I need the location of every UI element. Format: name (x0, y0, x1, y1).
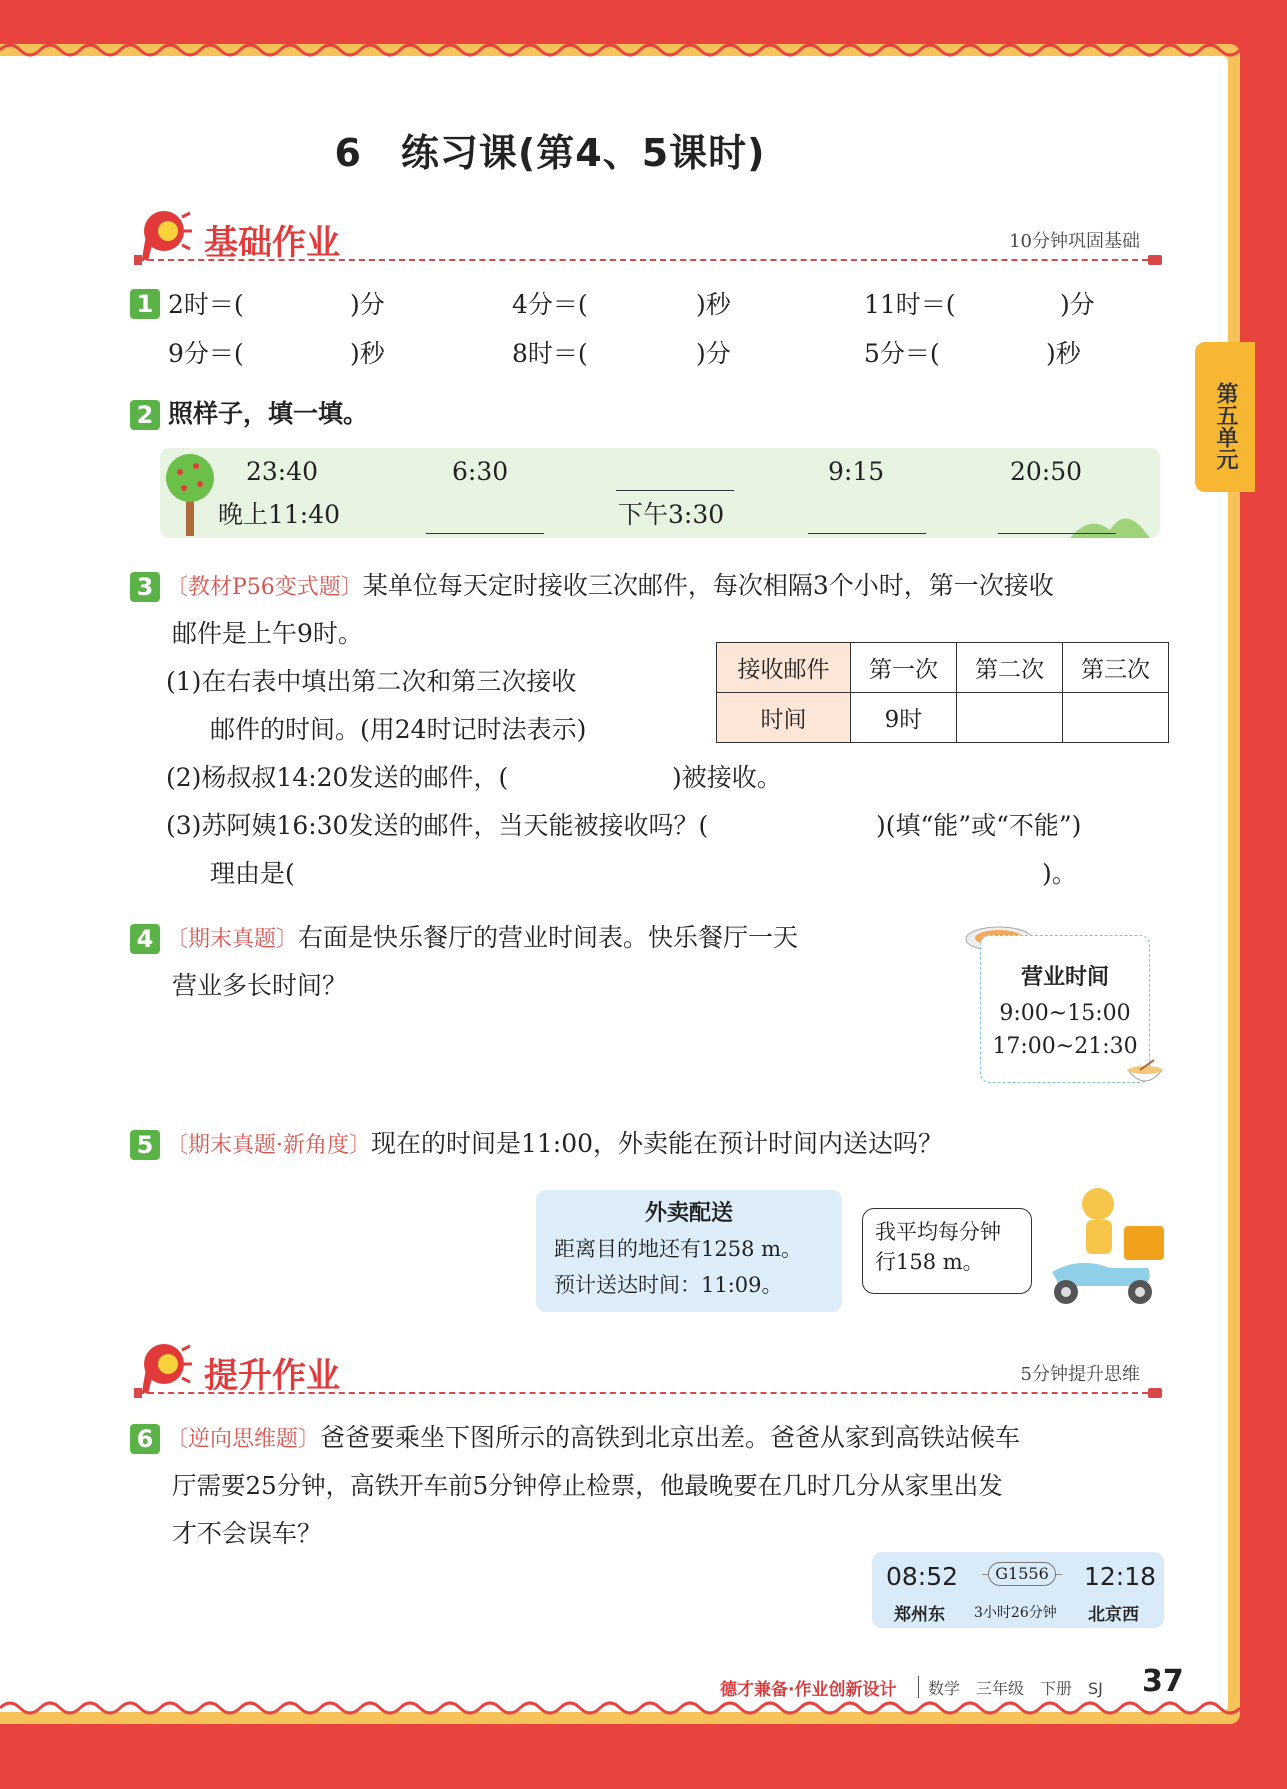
q3-mail-table (716, 642, 1169, 743)
section-advanced-header (128, 1338, 1168, 1408)
q3-sub1-line1: (1)在右表中填出第二次和第三次接收 (166, 667, 577, 696)
q5-stem: 〔期末真题·新角度〕现在的时间是11:00，外卖能在预计时间内送达吗？ (166, 1129, 944, 1158)
q3-tag: 〔教材P56变式题〕 (166, 575, 363, 600)
q3-stem-line1: 〔教材P56变式题〕某单位每天定时接收三次邮件，每次相隔3个小时，第一次接收 (166, 571, 1054, 600)
train-duration: 3小时26分钟 (974, 1605, 1057, 1621)
delivery-card-title: 外卖配送 (644, 1201, 733, 1226)
train-number: G1556 (988, 1562, 1056, 1586)
q2-bottom-1: 晚上11:40 (218, 500, 341, 529)
q3-table-cell-third[interactable] (1063, 693, 1169, 743)
q3-reason-suffix: )。 (1042, 859, 1077, 888)
section-basic-note: 10分钟巩固基础 (1009, 231, 1140, 252)
q1-item-2-unit: )秒 (696, 290, 731, 319)
footer-series-name: 德才兼备·作业创新设计 (720, 1680, 897, 1700)
q4-badge: 4 (130, 924, 160, 954)
train-ticket-card (872, 1552, 1164, 1628)
page-title: 6 练习课(第4、5课时) (334, 131, 766, 175)
q6-badge: 6 (130, 1424, 160, 1454)
q2-top-5: 20:50 (1010, 457, 1083, 486)
footer-divider (918, 1676, 919, 1698)
q1-item-6-unit: )秒 (1046, 339, 1081, 368)
rider-speech-bubble (862, 1208, 1032, 1294)
delivery-rider-scooter-icon (1040, 1186, 1170, 1310)
q3-stem-line2: 邮件是上午9时。 (172, 619, 363, 648)
q6-stem-line2: 厅需要25分钟，高铁开车前5分钟停止检票，他最晚要在几时几分从家里出发 (172, 1471, 1003, 1500)
q1-item-4: 9分＝( (168, 339, 244, 368)
q3-sub1-line2: 邮件的时间。(用24时记时法表示) (210, 715, 587, 744)
q2-top-3-blank[interactable] (616, 490, 734, 491)
q2-badge: 2 (130, 400, 160, 430)
bubble-line1: 我平均每分钟 (875, 1220, 1001, 1244)
q2-bottom-4-blank[interactable] (808, 533, 926, 534)
train-depart-time: 08:52 (886, 1562, 959, 1591)
noodle-bowl-icon (1124, 1058, 1166, 1088)
section-basic-title: 基础作业 (204, 223, 340, 263)
q2-top-4: 9:15 (828, 457, 885, 486)
q4-stem-line2: 营业多长时间？ (172, 971, 348, 1000)
q3-sub3-prefix: (3)苏阿姨16:30发送的邮件，当天能被接收吗？( (166, 811, 709, 840)
q3-table-row-label: 时间 (717, 693, 851, 743)
q3-sub2-suffix: )被接收。 (672, 763, 782, 792)
hours-card-title: 营业时间 (1020, 965, 1109, 990)
q3-table-header-2: 第一次 (851, 643, 957, 693)
q1-item-5: 8时＝( (512, 339, 588, 368)
section-advanced-note: 5分钟提升思维 (1020, 1364, 1140, 1385)
q2-top-1: 23:40 (246, 457, 319, 486)
q4-stem-line1: 〔期末真题〕右面是快乐餐厅的营业时间表。快乐餐厅一天 (166, 923, 799, 952)
train-arrive-time: 12:18 (1084, 1562, 1157, 1591)
q6-stem-line1: 〔逆向思维题〕爸爸要乘坐下图所示的高铁到北京出差。爸爸从家到高铁站候车 (166, 1423, 1021, 1452)
q2-top-2: 6:30 (452, 457, 509, 486)
q1-item-6: 5分＝( (864, 339, 940, 368)
hours-card-line1: 9:00~15:00 (999, 1001, 1131, 1026)
q3-table-header-3: 第二次 (957, 643, 1063, 693)
train-depart-station: 郑州东 (894, 1605, 945, 1625)
q2-instruction: 照样子，填一填。 (168, 399, 369, 428)
q4-tag: 〔期末真题〕 (166, 927, 299, 952)
q3-badge: 3 (130, 572, 160, 602)
q2-bottom-3: 下午3:30 (618, 500, 725, 529)
section-divider (138, 259, 1148, 261)
q5-badge: 5 (130, 1130, 160, 1160)
q1-item-1: 2时＝( (168, 290, 244, 319)
section-advanced-title: 提升作业 (204, 1356, 340, 1396)
q1-badge: 1 (130, 289, 160, 319)
q2-bottom-5-blank[interactable] (998, 533, 1116, 534)
q1-item-2: 4分＝( (512, 290, 588, 319)
train-arrive-station: 北京西 (1088, 1605, 1139, 1625)
bubble-line2: 行158 m。 (875, 1250, 984, 1275)
delivery-card-distance: 距离目的地还有1258 m。 (554, 1237, 803, 1261)
q3-table-cell-first: 9时 (851, 693, 957, 743)
q6-tag: 〔逆向思维题〕 (166, 1427, 321, 1452)
q1-item-1-unit: )分 (350, 290, 385, 319)
unit-side-tab: 第五单元 (1195, 342, 1255, 492)
q2-bottom-2-blank[interactable] (426, 533, 544, 534)
footer-subject: 数学 三年级 下册 SJ (928, 1679, 1103, 1698)
q3-reason-prefix: 理由是( (210, 859, 295, 888)
q3-table-cell-second[interactable] (957, 693, 1063, 743)
q5-tag: 〔期末真题·新角度〕 (166, 1133, 371, 1158)
delivery-card-eta: 预计送达时间：11:09。 (554, 1273, 783, 1297)
q1-item-4-unit: )秒 (350, 339, 385, 368)
page-number: 37 (1142, 1664, 1184, 1699)
bottom-wave-border (0, 1698, 1240, 1720)
hours-card-line2: 17:00~21:30 (992, 1034, 1138, 1059)
q3-table-header-1: 接收邮件 (717, 643, 851, 693)
q1-item-3-unit: )分 (1060, 290, 1095, 319)
section-basic-header (128, 205, 1168, 275)
q3-sub3-suffix: )(填“能”或“不能”) (876, 811, 1082, 840)
q3-sub2-prefix: (2)杨叔叔14:20发送的邮件，( (166, 763, 509, 792)
delivery-info-card (536, 1190, 842, 1312)
q1-item-3: 11时＝( (864, 290, 956, 319)
section-divider (138, 1392, 1148, 1394)
tree-icon (162, 448, 218, 538)
top-wave-border (0, 38, 1240, 60)
q6-stem-line3: 才不会误车？ (172, 1519, 323, 1548)
q1-item-5-unit: )分 (696, 339, 731, 368)
q3-table-header-4: 第三次 (1063, 643, 1169, 693)
